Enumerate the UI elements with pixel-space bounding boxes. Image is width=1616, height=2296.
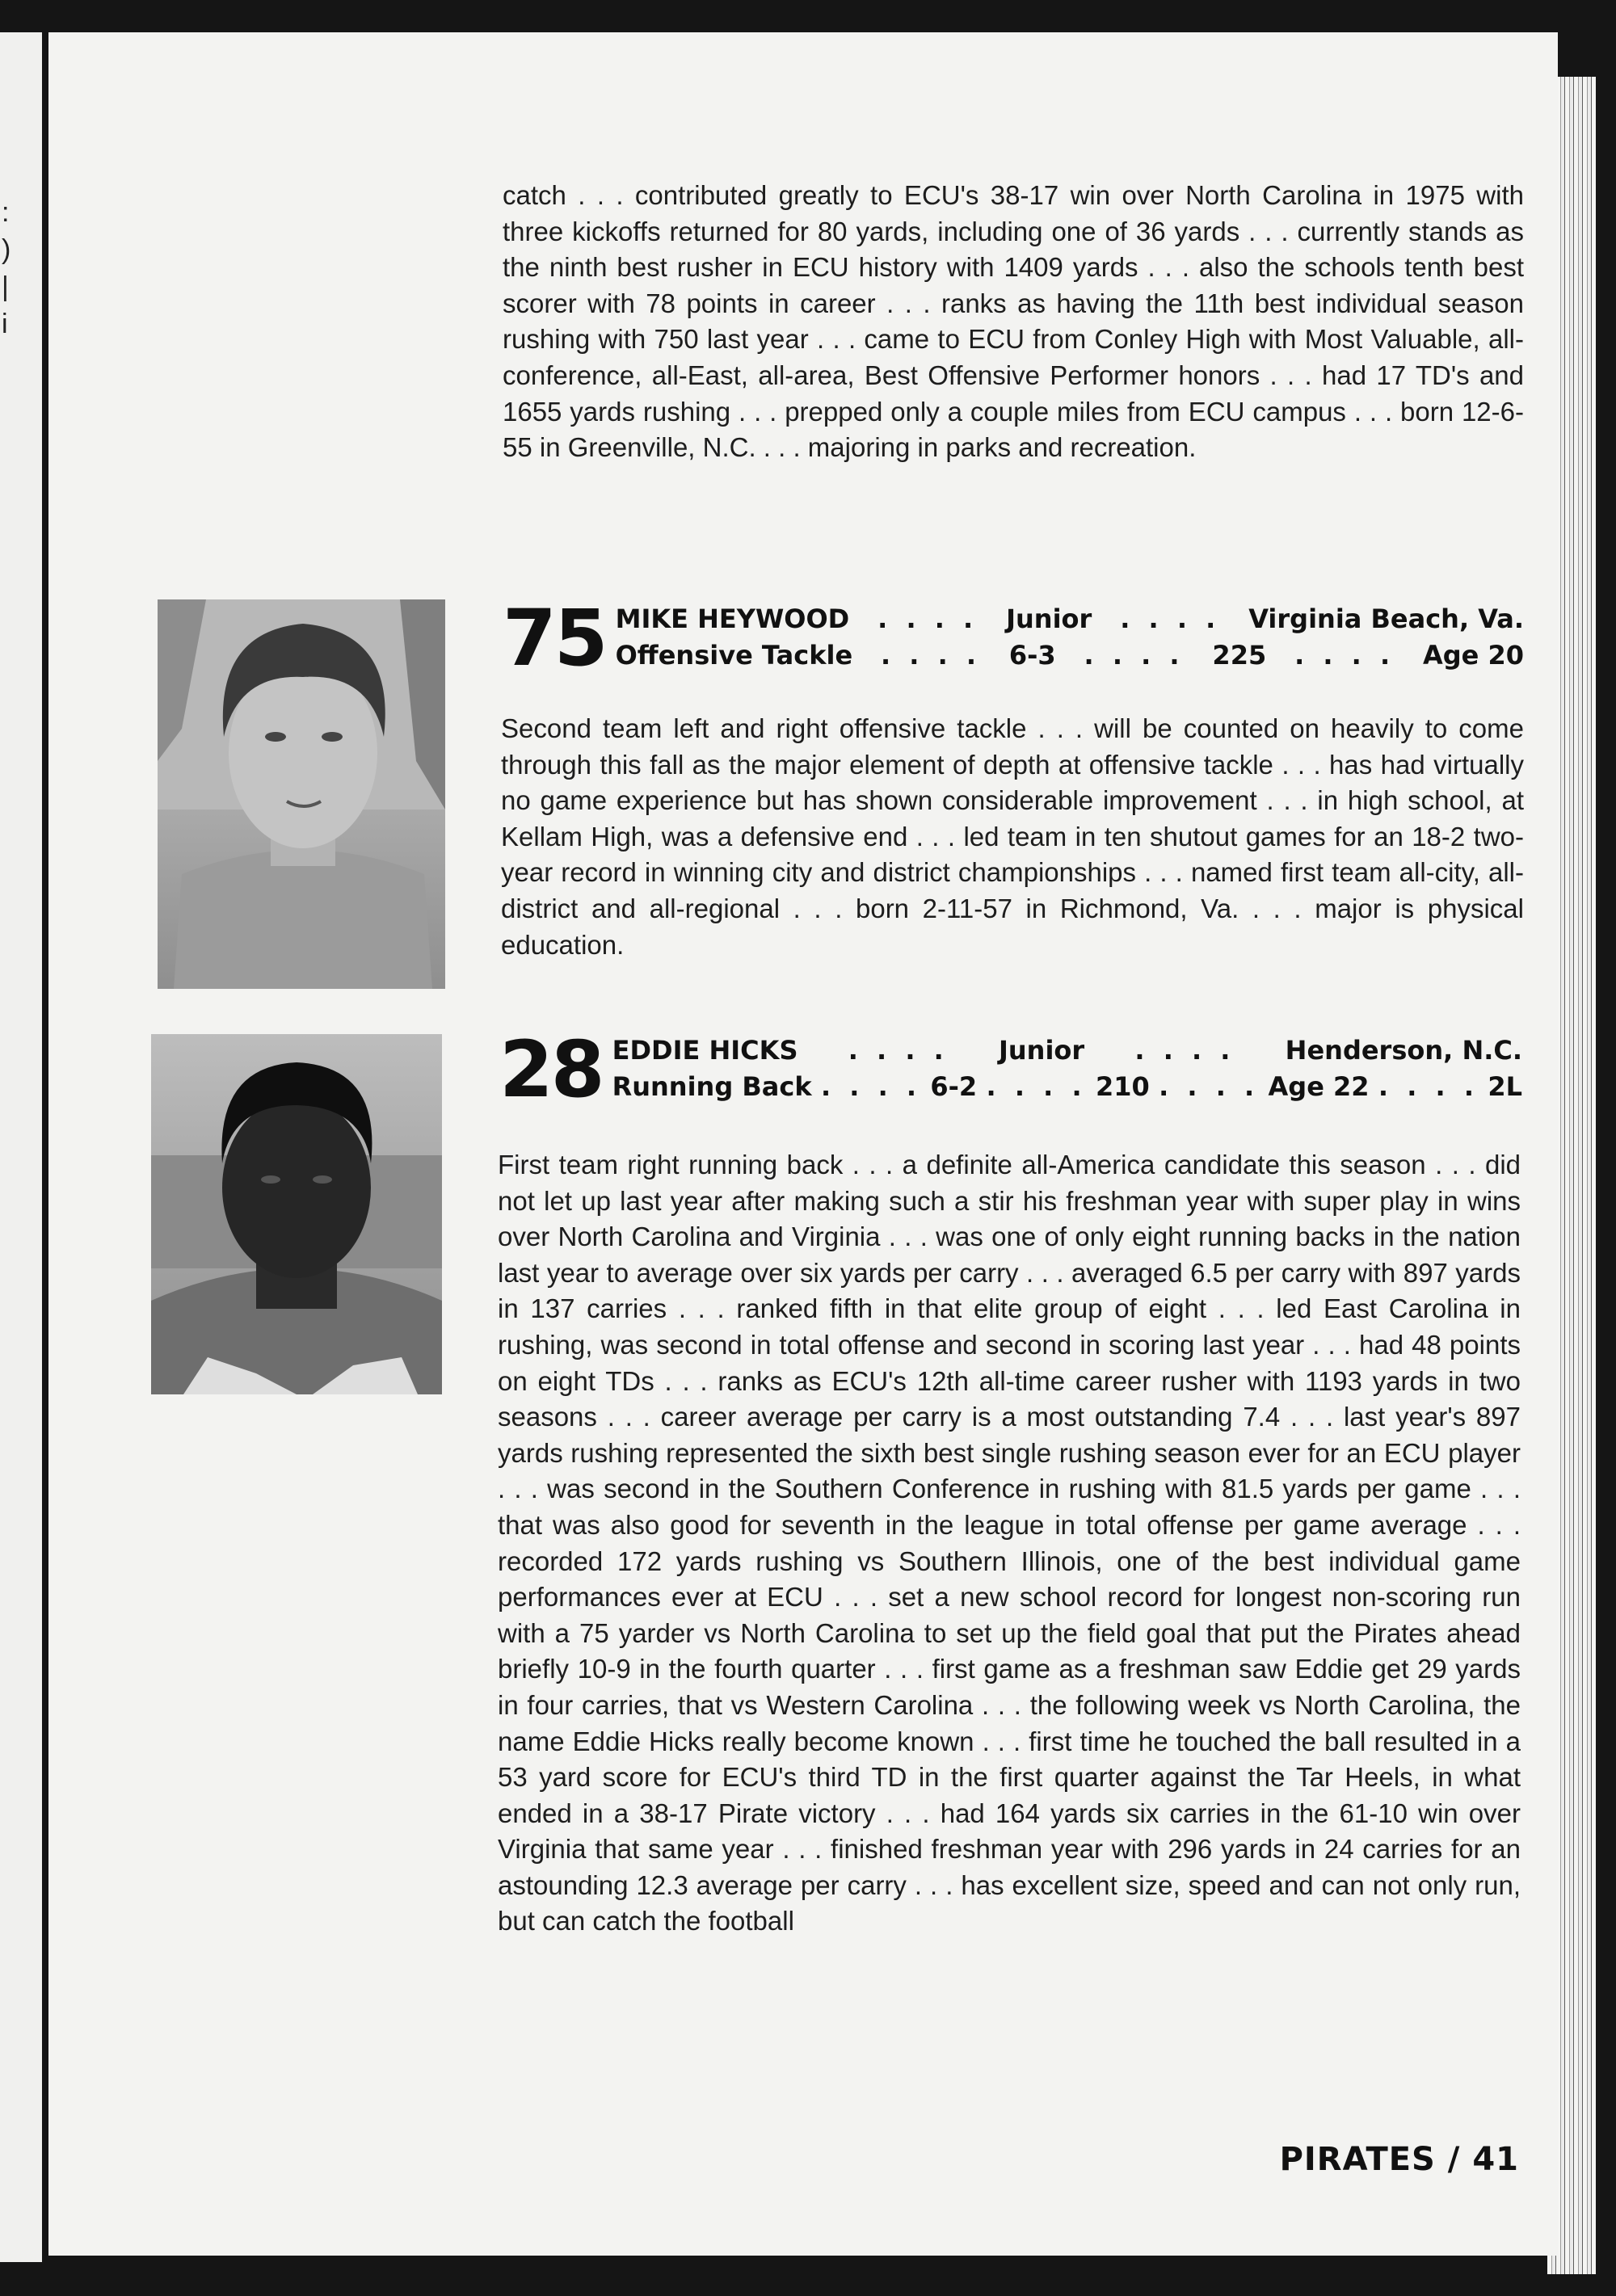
leader-dots: . . . . xyxy=(1294,640,1395,671)
player-age: Age 22 xyxy=(1268,1071,1370,1102)
player-position: Running Back xyxy=(612,1071,812,1102)
player-info-line-2 xyxy=(616,637,1524,674)
player-info xyxy=(616,601,1524,674)
jersey-number: 75 xyxy=(503,593,606,683)
left-page-edge xyxy=(0,32,42,2262)
leader-dots: . . . . xyxy=(986,1071,1087,1102)
player-hometown: Virginia Beach, Va. xyxy=(1248,603,1525,634)
player-info-line-1 xyxy=(616,601,1524,637)
player-hometown: Henderson, N.C. xyxy=(1285,1035,1523,1066)
player-info-line-2 xyxy=(612,1069,1522,1105)
player-photo-hicks xyxy=(151,1034,442,1394)
leader-dots: . . . . xyxy=(1159,1071,1260,1102)
player-name: MIKE HEYWOOD xyxy=(615,603,850,634)
player-weight: 225 xyxy=(1212,640,1267,671)
player-height: 6-3 xyxy=(1008,640,1056,671)
leader-dots: . . . . xyxy=(820,1071,922,1102)
player-class: Junior xyxy=(1006,603,1092,634)
leader-dots: . . . . xyxy=(880,640,982,671)
leader-dots: . . . . xyxy=(1120,603,1221,634)
portrait-silhouette xyxy=(158,599,445,989)
jersey-number: 28 xyxy=(499,1024,603,1115)
player-info-line-1 xyxy=(612,1032,1522,1069)
page-footer: PIRATES / 41 xyxy=(1279,2141,1519,2178)
player-bio-hicks: First team right running back . . . a definite all-America candidate this season . . . did not let up last year after making such a stir his freshman year with super play in wins over North Carolina and Virginia . . . was one of only eight running backs in the nation last year to average over six yards per carry . . . averaged 6.5 per carry with 897 yards in 137 carries . . . ranked fifth in that elite group of eight . . . led East Carolina in rushing, was second in total offense and second in scoring last year . . . had 48 points on eight TDs . . . ranks as ECU's 12th all-time career rusher with 1193 yards in two seasons . . . career average per carry is a most outstanding 7.4 . . . last year's 897 yards rushing represented the sixth best single rushing season ever for an ECU player . . . was second in the Southern Conference in rushing with 81.5 yards per game . . . that was also good for seventh in the league in total offense per game average . . . recorded 172 yards rushing vs Southern Illinois, one of the best individual game performances ever at ECU . . . set a new school record for longest non-scoring run with a 75 yarder vs North Carolina to set up the field goal that put the Pirates ahead briefly 10-9 in the fourth quarter . . . first game as a freshman saw Eddie get 29 yards in four carries, that vs Western Carolina . . . the following week vs North Carolina, the name Eddie Hicks really become known . . . first time he touched the ball resulted in a 53 yard score for ECU's third TD in the first quarter against the Tar Heels, in what ended in a 38-17 Pirate victory . . . had 164 yards six carries in the 61-10 win over Virginia that same year . . . finished freshman year with 296 yards in 24 carries for an astounding 12.3 average per carry . . . has excellent size, speed and can not only run, but can catch the football xyxy=(498,1150,1521,1936)
portrait-silhouette xyxy=(151,1034,442,1394)
player-info xyxy=(612,1032,1522,1105)
edge-glyph: i xyxy=(2,309,8,339)
player-header-75 xyxy=(503,593,1525,683)
player-age: Age 20 xyxy=(1422,640,1524,671)
player-class: Junior xyxy=(998,1035,1085,1066)
edge-glyph: ) xyxy=(2,234,11,265)
leader-dots: . . . . xyxy=(848,1035,949,1066)
player-letters: 2L xyxy=(1488,1071,1522,1102)
player-photo-heywood xyxy=(158,599,445,989)
magazine-page xyxy=(48,32,1558,2256)
leader-dots: . . . . xyxy=(1134,1035,1235,1066)
continued-bio-text: catch . . . contributed greatly to ECU's 38-17 win over North Carolina in 1975 with three kickoffs returned for 80 yards, including one of 36 yards . . . currently stands as the ninth best rusher in ECU history with 1409 yards . . . also the schools tenth best scorer with 78 points in career . . . ranks as having the 11th best individual season rushing with 750 last year . . . came to ECU from Conley High with Most Valuable, all-conference, all-East, all-area, Best Offensive Performer honors . . . had 17 TD's and 1655 yards rushing . . . prepped only a couple miles from ECU campus . . . born 12-6-55 in Greenville, N.C. . . . majoring in parks and recreation. xyxy=(503,180,1524,463)
leader-dots: . . . . xyxy=(1378,1071,1479,1102)
player-name: EDDIE HICKS xyxy=(612,1035,798,1066)
player-header-28 xyxy=(499,1024,1523,1115)
player-height: 6-2 xyxy=(930,1071,978,1102)
leader-dots: . . . . xyxy=(1084,640,1185,671)
edge-glyph: : xyxy=(2,197,10,228)
leader-dots: . . . . xyxy=(877,603,978,634)
player-bio-heywood: Second team left and right offensive tackle . . . will be counted on heavily to come through this fall as the major element of depth at offensive tackle . . . has had virtually no game experience but has shown considerable improvement . . . in high school, at Kellam High, was a defensive end . . . led team in ten shutout games for an 18-2 two-year record in winning city and district championships . . . named first team all-city, all-district and all-regional . . . born 2-11-57 in Richmond, Va. . . . major is physical education. xyxy=(501,713,1524,960)
edge-glyphs xyxy=(2,194,11,343)
player-position: Offensive Tackle xyxy=(615,640,853,671)
edge-glyph: | xyxy=(2,271,9,302)
player-weight: 210 xyxy=(1095,1071,1150,1102)
